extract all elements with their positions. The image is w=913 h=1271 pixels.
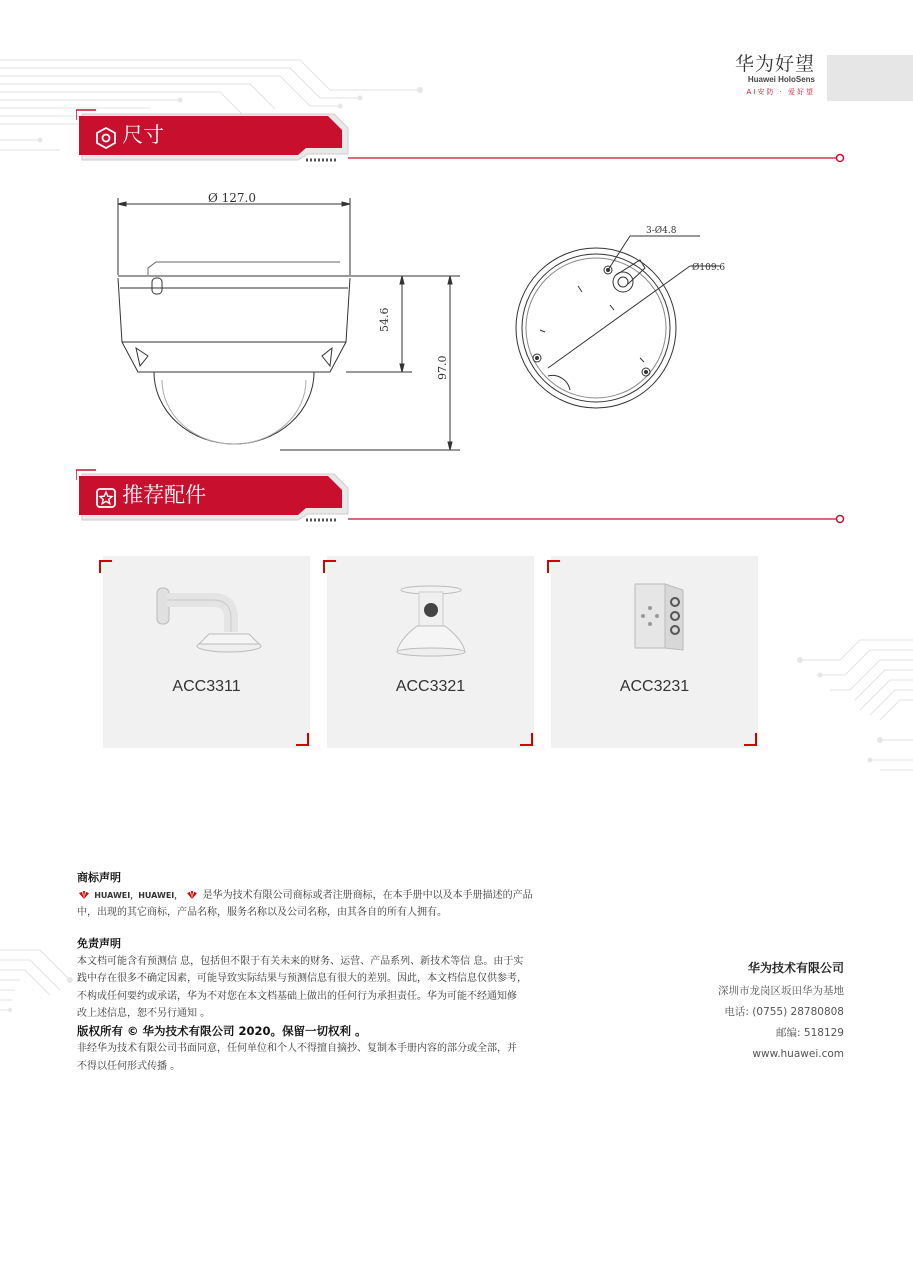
pendant-mount-image xyxy=(393,582,469,660)
company-address: 深圳市龙岗区坂田华为基地 xyxy=(718,985,844,997)
accessory-card[interactable] xyxy=(327,556,534,748)
copyright-line: 不得以任何形式传播 。 xyxy=(77,1060,181,1072)
trademark-section xyxy=(77,869,587,922)
company-phone: 电话: (0755) 28780808 xyxy=(724,1006,844,1018)
accessory-card[interactable] xyxy=(103,556,310,748)
pole-mount-adapter-image xyxy=(629,580,691,652)
company-info xyxy=(718,958,844,1065)
huawei-logo-icon xyxy=(77,891,91,899)
card-corner xyxy=(323,560,336,573)
dim-diameter-label: Ø 127.0 xyxy=(208,191,257,205)
wall-mount-bracket-image xyxy=(153,582,263,656)
dim-base-diameter-label: Ø109.6 xyxy=(692,263,726,273)
accessory-name: ACC3311 xyxy=(172,678,241,695)
huawei-logo-icon xyxy=(185,891,199,899)
section-title-dimensions: 尺寸 xyxy=(122,123,165,147)
disclaimer-section xyxy=(77,935,587,1075)
brand-logo xyxy=(735,54,815,97)
trademark-body-1: 是华为技术有限公司商标或者注册商标，在本手册中以及本手册描述的产品 xyxy=(202,889,533,901)
trademark-logos-text: HUAWEI，HUAWEI， xyxy=(94,890,183,900)
dim-holes-label: 3-Ø4.8 xyxy=(646,226,677,236)
company-website[interactable]: www.huawei.com xyxy=(752,1048,844,1060)
star-box-icon xyxy=(95,487,117,509)
accessory-name: ACC3231 xyxy=(619,678,690,695)
trademark-title: 商标声明 xyxy=(77,871,121,884)
disclaimer-title: 免责声明 xyxy=(77,937,121,950)
trademark-body-2: 中，出现的其它商标，产品名称，服务名称以及公司名称，由其各自的所有人拥有。 xyxy=(77,907,447,918)
dim-total-height-label: 97.0 xyxy=(436,355,449,380)
section-title-accessories: 推荐配件 xyxy=(122,483,207,507)
card-corner xyxy=(520,733,533,746)
brand-tagline: AI安防 · 爱好望 xyxy=(746,88,815,96)
brand-name-cn: 华为好望 xyxy=(734,53,815,75)
copyright-line: 非经华为技术有限公司书面同意，任何单位和个人不得擅自摘抄、复制本手册内容的部分或全部，并 xyxy=(77,1043,517,1054)
section-header-dimensions xyxy=(95,121,164,149)
brand-decor-bar xyxy=(827,55,913,101)
trademark-line-1 xyxy=(77,887,587,905)
disclaimer-line: 践中存在很多不确定因素，可能导致实际结果与预测信息有很大的差别。因此，本文档信息仅供参考， xyxy=(77,973,527,984)
company-name: 华为技术有限公司 xyxy=(747,961,844,975)
accessory-name: ACC3321 xyxy=(395,678,466,695)
section-header-accessories xyxy=(95,481,206,509)
card-corner xyxy=(744,733,757,746)
accessory-card[interactable] xyxy=(551,556,758,748)
company-postcode: 邮编: 518129 xyxy=(776,1027,844,1039)
card-corner xyxy=(547,560,560,573)
disclaimer-line: 改上述信息，恕不另行通知 。 xyxy=(77,1008,211,1019)
gear-icon xyxy=(95,127,117,149)
card-corner xyxy=(296,733,309,746)
dim-height-label: 54.6 xyxy=(378,307,391,332)
brand-name-en: Huawei HoloSens xyxy=(747,75,815,84)
section-banner-dimensions xyxy=(76,108,846,164)
copyright-title: 版权所有 © 华为技术有限公司 2020。保留一切权利 。 xyxy=(77,1023,367,1038)
card-corner xyxy=(99,560,112,573)
disclaimer-line: 本文档可能含有预测信 息，包括但不限于有关未来的财务、运营、产品系列、新技术等信 息。由于实 xyxy=(77,955,524,967)
disclaimer-line: 不构成任何要约或承诺，华为不对您在本文档基础上做出的任何行为承担责任。华为可能不经通知修 xyxy=(77,990,517,1002)
dimension-drawing xyxy=(100,180,720,460)
